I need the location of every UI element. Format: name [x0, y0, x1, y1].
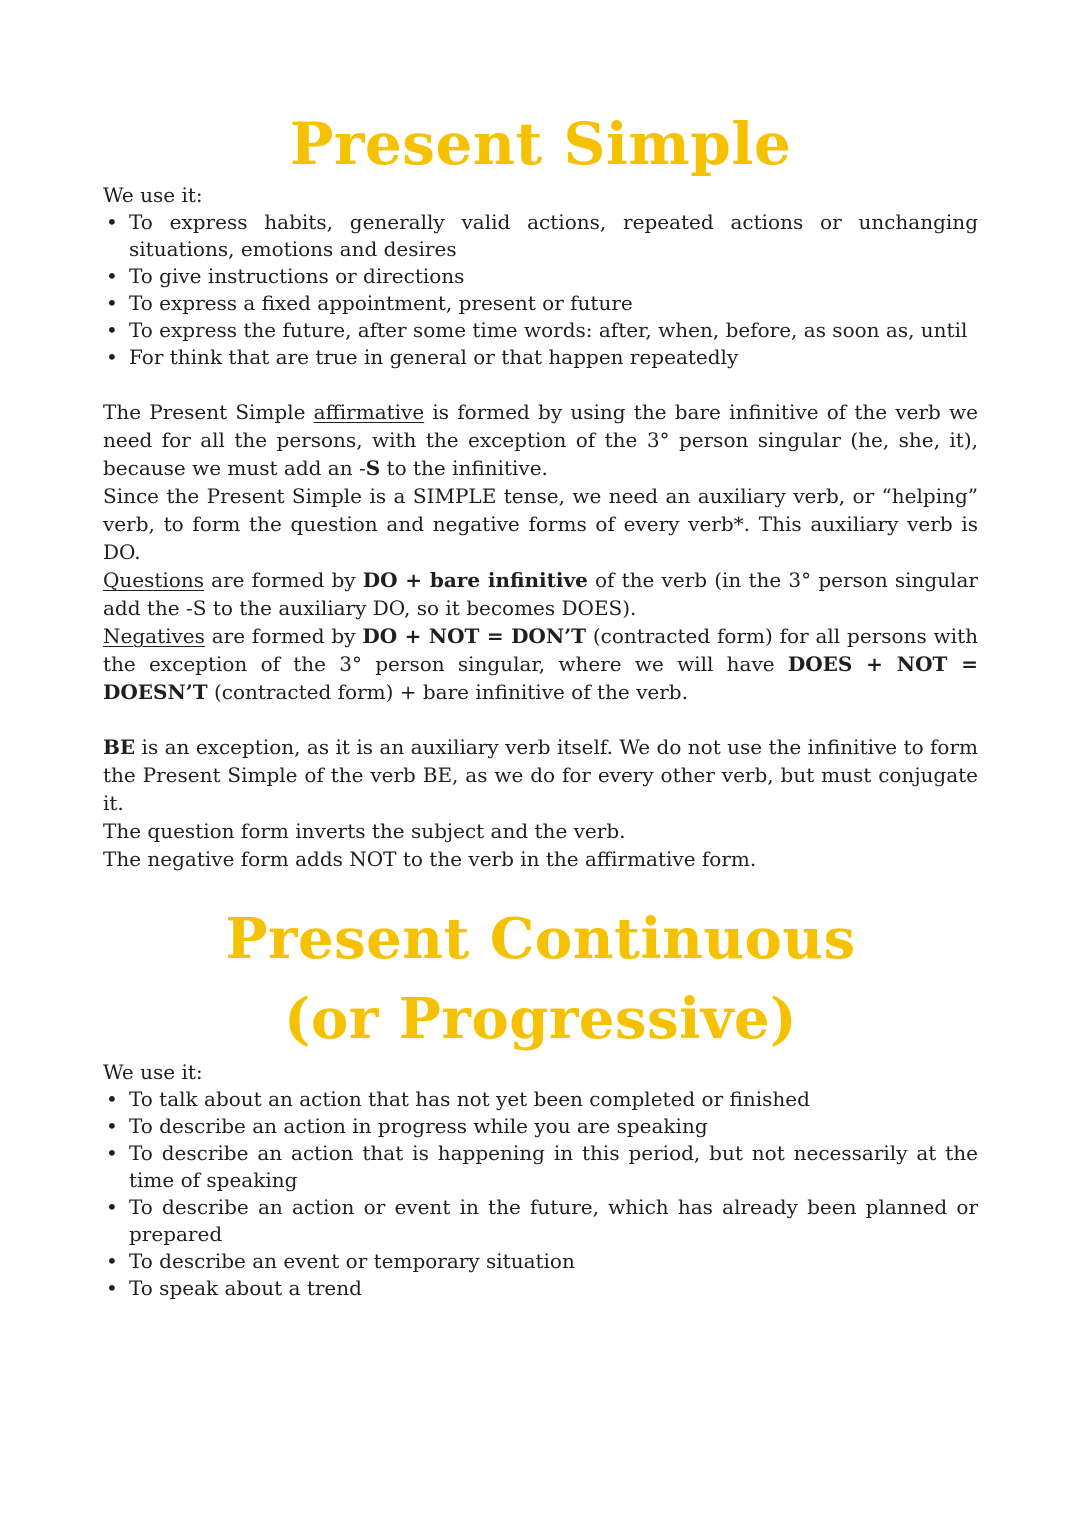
negative-form-line: The negative form adds NOT to the verb in the affirmative form. [103, 847, 757, 871]
bullet-icon: • [106, 1114, 118, 1138]
be-exception-paragraph: BE is an exception, as it is an auxiliary verb itself. We do not use the infinitive to form the Present Simple of the verb BE, as we do for every other verb, but must conjugate it. [103, 735, 978, 815]
document-page [103, 0, 978, 1302]
continuous-title-line1: Present Continuous [225, 906, 856, 972]
negatives-term: Negatives [103, 624, 205, 648]
continuous-intro: We use it: [103, 1060, 203, 1084]
auxiliary-paragraph: Since the Present Simple is a SIMPLE tense, we need an auxiliary verb, or “helping” verb, to form the question and negative forms of every verb*. This auxiliary verb is DO. [103, 484, 978, 564]
bullet-icon: • [106, 1087, 118, 1111]
present-simple-title: Present Simple [289, 110, 792, 178]
questions-paragraph: Questions are formed by DO + bare infinitive of the verb (in the 3° person singular add the -S to the auxiliary DO, so it becomes DOES). [103, 568, 978, 620]
bullet-icon: • [106, 1249, 118, 1273]
bullet-icon: • [106, 345, 118, 369]
list-item: • To describe an action or event in the future, which has already been planned or prepared [106, 1195, 978, 1246]
list-item: • To talk about an action that has not yet been completed or finished [106, 1087, 810, 1111]
affirmative-paragraph: The Present Simple affirmative is formed by using the bare infinitive of the verb we need for all the persons, with the exception of the 3° person singular (he, she, it), because we must add an -S to the infinitive. [103, 400, 978, 480]
list-item: • To speak about a trend [106, 1276, 362, 1300]
list-item: • To express a fixed appointment, present or future [106, 291, 633, 315]
affirmative-term: affirmative [313, 400, 425, 424]
questions-term: Questions [103, 568, 204, 592]
list-item: • To describe an event or temporary situation [106, 1249, 575, 1273]
list-item: • To express habits, generally valid actions, repeated actions or unchanging situations, emotions and desires [106, 210, 978, 261]
list-item: • To describe an action that is happening in this period, but not necessarily at the time of speaking [106, 1141, 978, 1192]
bullet-icon: • [106, 291, 118, 315]
list-item: • For think that are true in general or that happen repeatedly [106, 345, 739, 369]
list-item: • To give instructions or directions [106, 264, 465, 288]
simple-intro: We use it: [103, 183, 203, 207]
list-item: • To describe an action in progress while you are speaking [106, 1114, 708, 1138]
bullet-icon: • [106, 1195, 118, 1219]
simple-uses-list [103, 209, 978, 371]
bullet-icon: • [106, 318, 118, 342]
bullet-icon: • [106, 264, 118, 288]
present-continuous-title [103, 899, 978, 1059]
list-item: • To express the future, after some time words: after, when, before, as soon as, until [106, 318, 968, 342]
bullet-icon: • [106, 1276, 118, 1300]
bullet-icon: • [106, 210, 118, 234]
continuous-uses-list [103, 1086, 978, 1302]
question-form-line: The question form inverts the subject and the verb. [103, 819, 626, 843]
negatives-paragraph: Negatives are formed by DO + NOT = DON’T (contracted form) for all persons with the exception of the 3° person singular, where we will have DOES + NOT = DOESN’T (contracted form) + bare infinitive of the verb. [103, 624, 978, 704]
bullet-icon: • [106, 1141, 118, 1165]
continuous-title-line2: (or Progressive) [283, 986, 798, 1052]
